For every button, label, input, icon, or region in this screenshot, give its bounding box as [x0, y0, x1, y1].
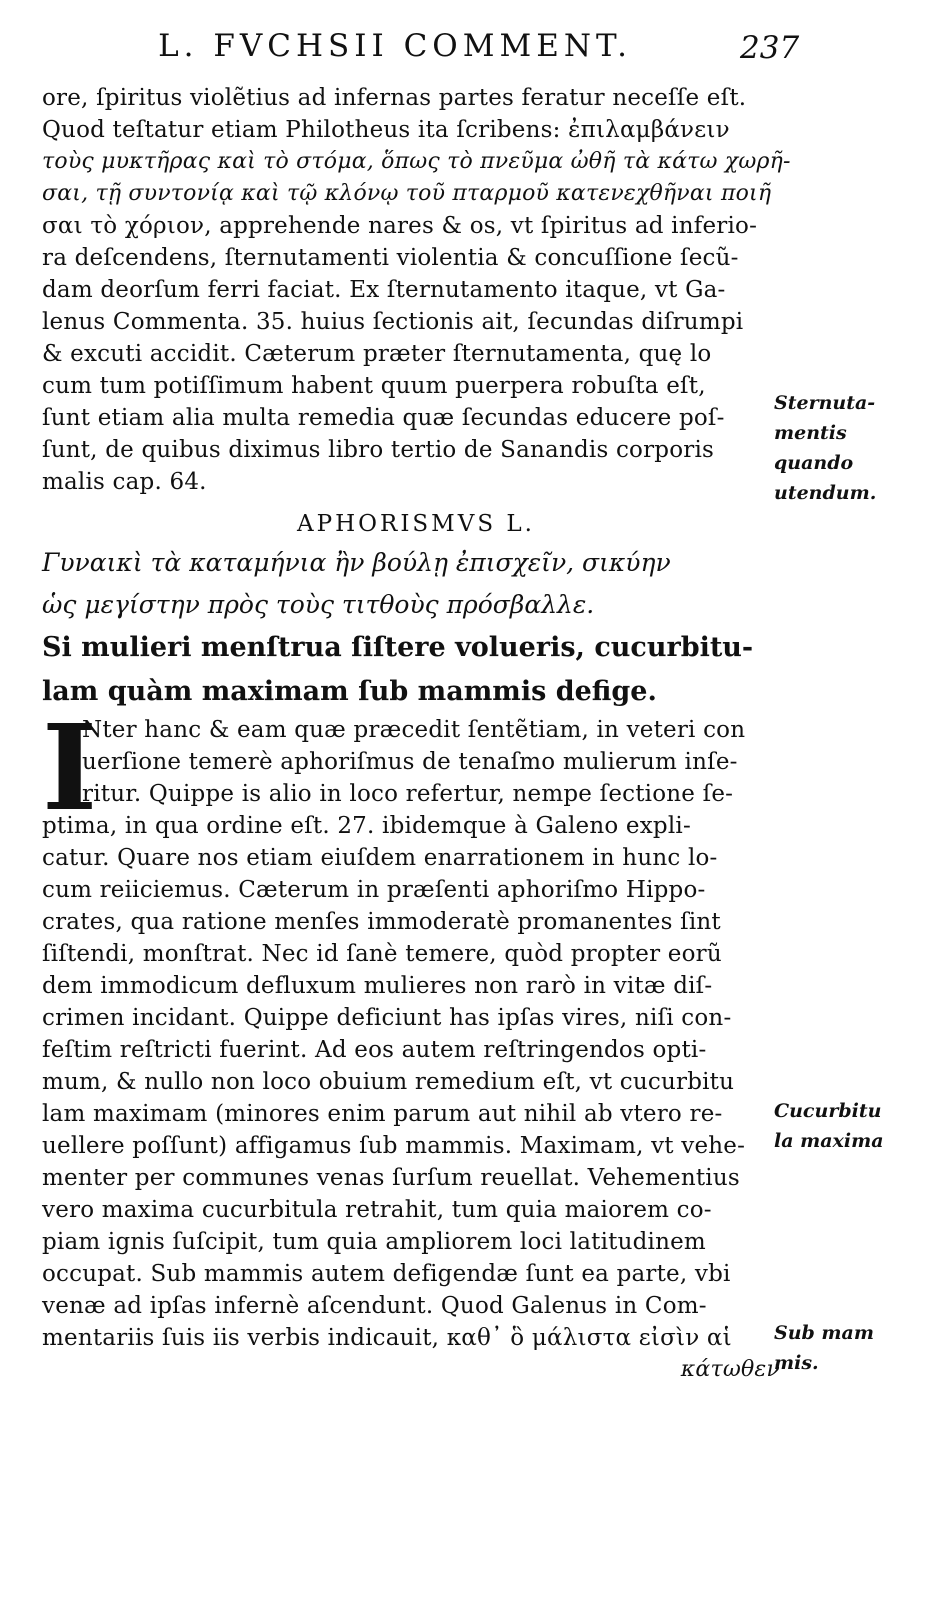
- text-line: feſtim reſtricti fuerint. Ad eos autem reſtringendos opti-: [42, 1037, 707, 1063]
- text-line: malis cap. 64.: [42, 469, 207, 495]
- text-line: vero maxima cucurbitula retrahit, tum quia maiorem co-: [42, 1197, 712, 1223]
- margin-note-cucurbitula: [774, 1096, 914, 1156]
- text-line: menter per communes venas ſurſum reuellat. Vehementius: [42, 1165, 740, 1191]
- text-line: dam deorſum ferri faciat. Ex ſternutamento itaque, vt Ga-: [42, 277, 726, 303]
- text-line: Quod teſtatur etiam Philotheus ita ſcribens: ἐπιλαμβάνειν: [42, 117, 730, 143]
- main-text-column: [42, 82, 790, 1386]
- margin-note-line: mis.: [774, 1352, 819, 1374]
- aphorism-greek: [42, 542, 790, 626]
- text-line: occupat. Sub mammis autem defigendæ ſunt ea parte, vbi: [42, 1261, 731, 1287]
- greek-line: σαι, τῇ συντονίᾳ καὶ τῷ κλόνῳ τοῦ πταρμοῦ κατενεχθῆναι ποιῆ: [42, 181, 772, 206]
- text-line: & excuti accidit. Cæterum præter ſternutamenta, quę lo: [42, 341, 712, 367]
- commentary: [42, 698, 790, 1386]
- margin-note-line: mentis: [774, 422, 847, 444]
- text-line: ſiſtendi, monſtrat. Nec id ſanè temere, quòd propter eorũ: [42, 941, 722, 967]
- text-line: cum tum potiſſimum habent quum puerpera robuſta eſt,: [42, 373, 706, 399]
- margin-note-line: Sub mam: [774, 1322, 874, 1344]
- aphorism-heading: APHORISMVS L.: [297, 511, 535, 537]
- text-line: ra deſcendens, ſternutamenti violentia & concuſſione ſecũ-: [42, 245, 739, 271]
- text-line: mum, & nullo non loco obuium remedium eſt, vt cucurbitu: [42, 1069, 735, 1095]
- greek-line: κάτωθεν: [680, 1357, 780, 1382]
- top-paragraph: [42, 82, 790, 498]
- margin-note-line: Sternuta-: [774, 392, 876, 414]
- text-line: ſunt etiam alia multa remedia quæ ſecundas educere poſ-: [42, 405, 725, 431]
- text-line: cum reiiciemus. Cæterum in præſenti aphoriſmo Hippo-: [42, 877, 706, 903]
- text-line: crimen incidant. Quippe deficiunt has ipſas vires, niſi con-: [42, 1005, 732, 1031]
- margin-note-line: la maxima: [774, 1130, 884, 1152]
- text-line: ritur. Quippe is alio in loco refertur, nempe ſectione ſe-: [82, 781, 734, 807]
- aphorism-latin: [42, 626, 790, 714]
- text-line: dem immodicum defluxum mulieres non rarò in vitæ diſ-: [42, 973, 713, 999]
- aphorism-greek-line: ὡς μεγίστην πρὸς τοὺς τιτθοὺς πρόσβαλλε.: [42, 590, 595, 619]
- text-line: Nter hanc & eam quæ præcedit ſentẽtiam, in veteri con: [82, 717, 746, 743]
- margin-note-line: quando: [774, 452, 854, 474]
- text-line: ore, ſpiritus violẽtius ad infernas partes feratur neceſſe eſt.: [42, 85, 747, 111]
- aphorism-latin-line: lam quàm maximam ſub mammis defige.: [42, 676, 657, 707]
- running-title: L. FVCHSII COMMENT.: [158, 28, 632, 64]
- aphorism-latin-line: Si mulieri menſtrua ſiſtere volueris, cucurbitu-: [42, 632, 754, 663]
- margin-note-line: Cucurbitu: [774, 1100, 882, 1122]
- drop-cap: I: [42, 698, 98, 837]
- text-line: uerſione temerè aphoriſmus de tenaſmo mulierum inſe-: [82, 749, 738, 775]
- text-line: lenus Commenta. 35. huius ſectionis ait, ſecundas diſrumpi: [42, 309, 744, 335]
- margin-note-sub-mammis: [774, 1318, 914, 1378]
- text-line: ſunt, de quibus diximus libro tertio de Sanandis corporis: [42, 437, 715, 463]
- margin-note-line: utendum.: [774, 482, 877, 504]
- greek-line: τοὺς μυκτῆρας καὶ τὸ στόμα, ὅπως τὸ πνεῦμα ὠθῆ τὰ κάτω χωρῆ-: [42, 149, 791, 174]
- text-line: piam ignis ſuſcipit, tum quia ampliorem loci latitudinem: [42, 1229, 706, 1255]
- text-line: venæ ad ipſas infernè aſcendunt. Quod Galenus in Com-: [42, 1293, 707, 1319]
- text-line: lam maximam (minores enim parum aut nihil ab vtero re-: [42, 1101, 723, 1127]
- text-line: catur. Quare nos etiam eiuſdem enarrationem in hunc lo-: [42, 845, 718, 871]
- text-line: σαι τὸ χόριον, apprehende nares & os, vt ſpiritus ad inferio-: [42, 213, 758, 239]
- text-line: ptima, in qua ordine eſt. 27. ibidemque à Galeno expli-: [42, 813, 691, 839]
- margin-note-sternutamentis: [774, 388, 914, 508]
- aphorism-greek-line: Γυναικὶ τὰ καταμήνια ἢν βούλῃ ἐπισχεῖν, σικύην: [42, 548, 671, 577]
- text-line: uellere poſſunt) affigamus ſub mammis. Maximam, vt vehe-: [42, 1133, 746, 1159]
- text-line: crates, qua ratione menſes immoderatè promanentes ſint: [42, 909, 721, 935]
- page-number: 237: [740, 30, 800, 66]
- text-line: mentariis ſuis iis verbis indicauit, καθ᾽ ὃ μάλιστα εἰσὶν αἱ: [42, 1325, 732, 1351]
